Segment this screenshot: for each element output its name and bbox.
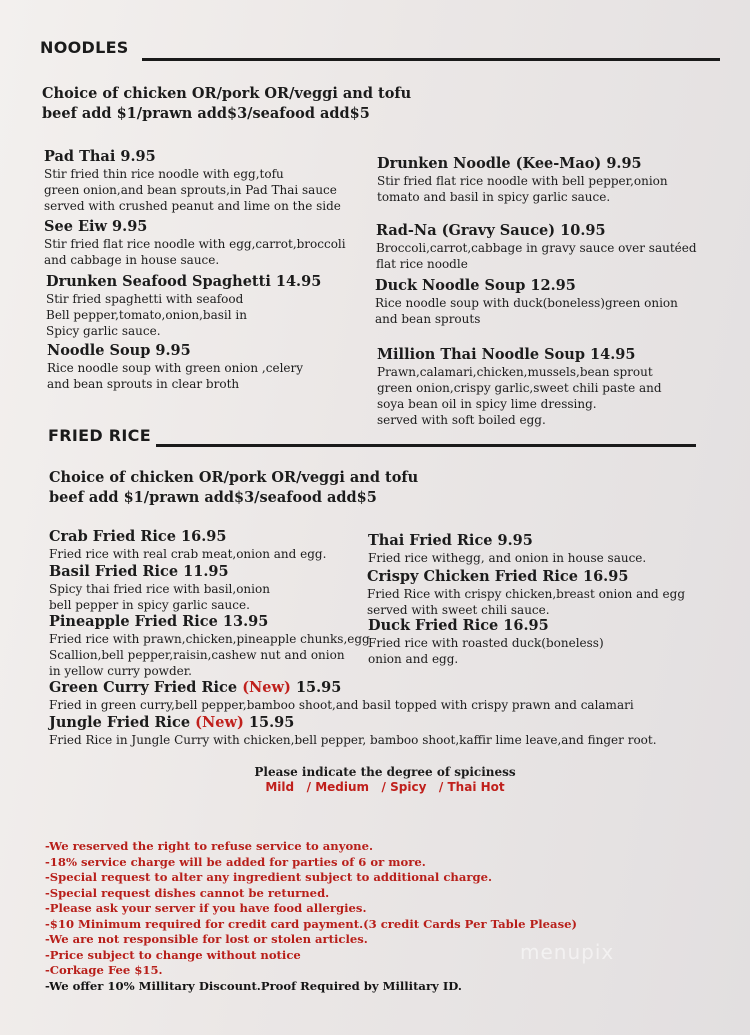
spiciness-levels: Mild / Medium / Spicy / Thai Hot [265,780,505,794]
policy-note: -Price subject to change without notice [45,947,301,962]
item-name: See Eiw 9.95 [44,218,148,235]
item-desc: Stir fried flat rice noodle with egg,carrot,broccoli [44,237,346,251]
menu-item-drunken-seafood-spaghetti [46,273,321,339]
menu-item-drunken-noodle [377,155,668,205]
item-desc: and bean sprouts in clear broth [47,377,240,391]
item-desc: Stir fried thin rice noodle with egg,tofu [44,167,284,181]
item-desc: flat rice noodle [376,257,468,271]
policy-note: -$10 Minimum required for credit card payment.(3 credit Cards Per Table Please) [45,916,577,931]
noodles-rule [142,58,720,61]
policy-note: -Corkage Fee $15. [45,963,163,977]
item-name: Drunken Seafood Spaghetti 14.95 [46,273,322,290]
item-name [49,679,634,697]
item-desc: Stir fried flat rice noodle with bell pepper,onion [377,174,668,188]
menu-item-jungle-fried-rice [49,714,657,748]
item-name: Pad Thai 9.95 [44,148,156,165]
item-desc: green onion,crispy garlic,sweet chili paste and [377,381,662,395]
item-desc: tomato and basil in spicy garlic sauce. [377,190,611,204]
menu-item-thai-fried-rice [368,532,646,566]
item-desc: Fried Rice with crispy chicken,breast onion and egg [367,587,686,601]
item-desc: Bell pepper,tomato,onion,basil in [46,308,247,322]
item-desc: Scallion,bell pepper,raisin,cashew nut and onion [49,648,345,662]
new-badge: (New) [195,714,244,731]
item-name: Drunken Noodle (Kee-Mao) 9.95 [377,155,642,172]
menu-item-green-curry-fried-rice [49,679,634,713]
item-desc: Spicy garlic sauce. [46,324,161,338]
item-name: Crab Fried Rice 16.95 [49,528,227,545]
fried-rice-rule [156,444,696,447]
policy-note: -18% service charge will be added for parties of 6 or more. [45,854,426,869]
menu-item-pineapple-fried-rice [49,613,370,679]
new-badge: (New) [242,679,291,696]
item-title: Green Curry Fried Rice [49,679,238,696]
item-name: Thai Fried Rice 9.95 [368,532,533,549]
menu-item-rad-na [376,222,697,272]
item-desc: in yellow curry powder. [49,664,192,678]
policy-note: -We are not responsible for lost or stolen articles. [45,932,368,946]
item-name: Rad-Na (Gravy Sauce) 10.95 [376,222,606,239]
policy-note: -Special request to alter any ingredient subject to additional charge. [45,870,493,884]
item-desc: served with sweet chili sauce. [367,603,550,617]
item-desc: onion and egg. [368,652,459,666]
spiciness-block [200,765,570,794]
item-desc: Fried rice withegg, and onion in house sauce. [368,551,647,565]
item-price: 15.95 [295,679,342,696]
item-name [49,714,657,732]
fried-rice-heading: FRIED RICE [48,426,151,445]
item-name: Basil Fried Rice 11.95 [49,563,229,580]
item-desc: Fried in green curry,bell pepper,bamboo shoot,and basil topped with crispy prawn and calamari [49,698,634,712]
menu-item-see-eiw [44,218,346,268]
policy-note: -We reserved the right to refuse service to anyone. [45,839,374,853]
menu-item-million-thai-noodle-soup [377,346,662,428]
watermark-text: menupix [520,940,615,964]
policy-note: -We offer 10% Millitary Discount.Proof Required by Millitary ID. [45,978,462,993]
fried-rice-choice-line2: beef add $1/prawn add$3/seafood add$5 [49,489,377,506]
fried-rice-choice-line1: Choice of chicken OR/pork OR/veggi and tofu [49,469,419,486]
item-desc: Fried rice with real crab meat,onion and egg. [49,547,327,561]
item-name: Million Thai Noodle Soup 14.95 [377,346,636,363]
noodles-choice-line1: Choice of chicken OR/pork OR/veggi and tofu [42,85,412,102]
menu-item-pad-thai [44,148,341,214]
menu-item-noodle-soup [47,342,303,392]
policy-note: -Special request dishes cannot be returned. [45,885,330,900]
menu-item-basil-fried-rice [49,563,270,613]
item-desc: bell pepper in spicy garlic sauce. [49,598,250,612]
item-desc: Fried rice with prawn,chicken,pineapple chunks,egg [49,632,370,646]
item-desc: Spicy thai fried rice with basil,onion [49,582,270,596]
menu-item-duck-noodle-soup [375,277,678,327]
fried-rice-choice [49,468,418,508]
noodles-choice-line2: beef add $1/prawn add$3/seafood add$5 [42,105,370,122]
item-name: Crispy Chicken Fried Rice 16.95 [367,568,629,585]
item-desc: Rice noodle soup with green onion ,celery [47,361,304,375]
item-desc: served with crushed peanut and lime on the side [44,199,341,213]
item-desc: Broccoli,carrot,cabbage in gravy sauce over sautéed [376,241,697,255]
item-desc: and bean sprouts [375,312,481,326]
policy-notes [45,839,577,994]
menu-item-crab-fried-rice [49,528,326,562]
item-name: Duck Noodle Soup 12.95 [375,277,576,294]
policy-note: -Please ask your server if you have food allergies. [45,901,367,915]
item-price: 15.95 [248,714,295,731]
item-desc: Stir fried spaghetti with seafood [46,292,244,306]
item-desc: served with soft boiled egg. [377,413,546,427]
noodles-choice [42,84,411,124]
menu-item-duck-fried-rice [368,617,604,667]
spiciness-prompt: Please indicate the degree of spiciness [254,765,516,779]
noodles-heading: NOODLES [40,38,129,57]
item-desc: Fried rice with roasted duck(boneless) [368,636,604,650]
item-title: Jungle Fried Rice [49,714,191,731]
item-desc: and cabbage in house sauce. [44,253,220,267]
item-desc: Prawn,calamari,chicken,mussels,bean sprout [377,365,653,379]
item-name: Noodle Soup 9.95 [47,342,191,359]
item-name: Duck Fried Rice 16.95 [368,617,549,634]
item-name: Pineapple Fried Rice 13.95 [49,613,269,630]
item-desc: green onion,and bean sprouts,in Pad Thai sauce [44,183,337,197]
item-desc: soya bean oil in spicy lime dressing. [377,397,597,411]
item-desc: Fried Rice in Jungle Curry with chicken,bell pepper, bamboo shoot,kaffir lime leave,and finger root. [49,733,657,747]
item-desc: Rice noodle soup with duck(boneless)green onion [375,296,678,310]
menu-item-crispy-chicken-fried-rice [367,568,685,618]
